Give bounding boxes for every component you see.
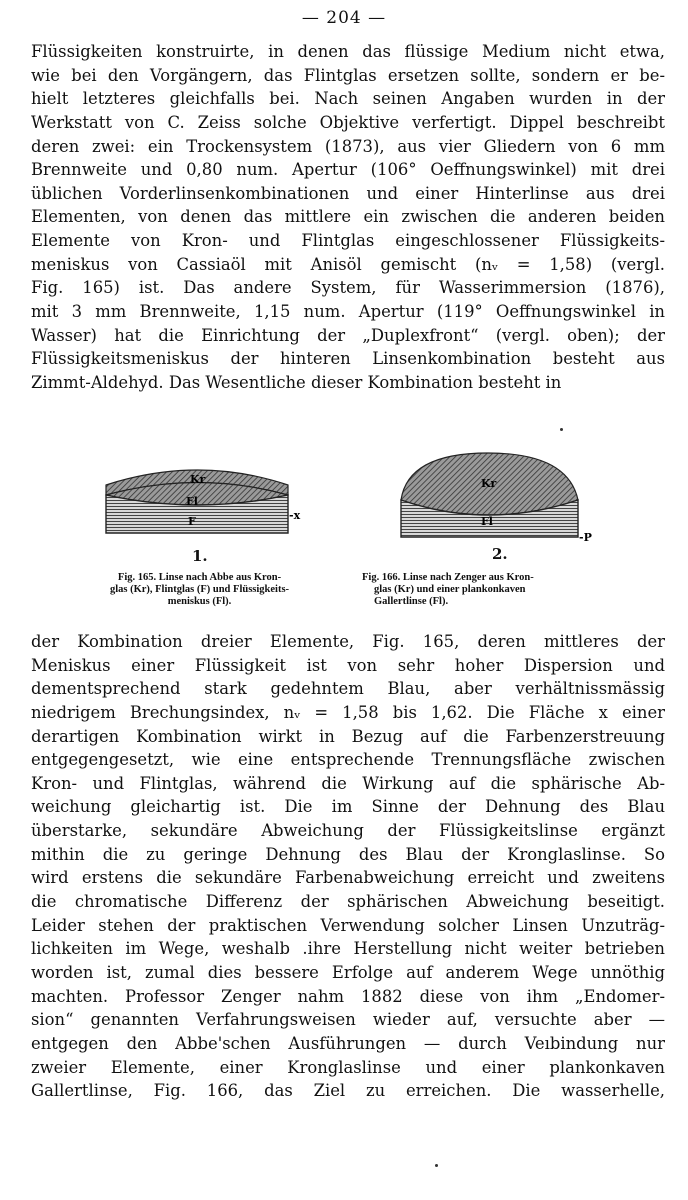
label-p: -P	[579, 531, 592, 544]
figure-165	[98, 455, 318, 580]
caption-line: glas (Kr) und einer plankonkaven	[374, 584, 526, 595]
paragraph-1-line: Zimmt-Aldehyd. Das Wesentliche dieser Kombination besteht in	[31, 372, 562, 392]
paragraph-2-line: entgegengesetzt, wie eine entsprechende Trennungsfläche zwischen	[31, 750, 665, 770]
paragraph-2-line: Meniskus einer Flüssigkeit ist von sehr hoher Dispersion und	[31, 655, 665, 675]
label-fl: Fl	[186, 495, 198, 508]
paragraph-2-line: niedrigem Brechungsindex, nᵥ = 1,58 bis 1,62. Die Fläche x einer	[31, 702, 665, 722]
paragraph-1-line: meniskus von Cassiaöl mit Anisöl gemischt (nᵥ = 1,58) (vergl.	[31, 254, 665, 274]
paragraph-2-line: derartigen Kombination wirkt in Bezug auf die Farbenzerstreuung	[31, 726, 665, 746]
paragraph-2-line: worden ist, zumal dies bessere Erfolge auf anderem Wege unnöthig	[31, 962, 665, 982]
figure-166-caption	[362, 572, 652, 608]
paragraph-2-line: dementsprechend stark gedehntem Blau, aber verhältnissmässig	[31, 679, 665, 699]
print-speck	[435, 1164, 438, 1167]
caption-line: glas (Kr), Flintglas (F) und Flüssigkeits-	[109, 584, 290, 595]
paragraph-2-line: der Kombination dreier Elemente, Fig. 165, deren mittleres der	[31, 632, 665, 651]
paragraph-1-line: üblichen Vorderlinsenkombinationen und einer Hinterlinse aus drei	[31, 183, 665, 203]
paragraph-1-line: deren zwei: ein Trockensystem (1873), aus vier Gliedern von 6 mm	[31, 136, 665, 156]
caption-line: meniskus (Fl).	[167, 596, 232, 607]
paragraph-2-line: lichkeiten im Wege, weshalb .ihre Herstellung nicht weiter betrieben	[31, 939, 665, 959]
label-x: -x	[289, 509, 301, 522]
caption-line: Gallertlinse (Fl).	[374, 596, 449, 607]
label-kr: Kr	[481, 477, 497, 490]
label-f: F	[188, 515, 196, 528]
paragraph-2-line: zweier Elemente, einer Kronglaslinse und einer plankonkaven	[31, 1057, 665, 1077]
paragraph-1-line: Brennweite und 0,80 num. Apertur (106° Oeffnungswinkel) mit drei	[31, 160, 665, 180]
figure-165-drawing	[98, 455, 318, 547]
label-fl: Fl	[481, 515, 493, 528]
label-kr: Kr	[190, 473, 206, 486]
paragraph-2-line: Kron- und Flintglas, während die Wirkung auf die sphärische Ab-	[31, 773, 665, 793]
figure-165-caption	[62, 572, 337, 608]
paragraph-1-line: wie bei den Vorgängern, das Flintglas ersetzen sollte, sondern er be-	[31, 65, 665, 85]
paragraph-2-line: wird erstens die sekundäre Farbenabweichung erreicht und zweitens	[31, 868, 665, 888]
figure-166-number: 2.	[492, 545, 508, 563]
paragraph-1-line: Flüssigkeiten konstruirte, in denen das flüssige Medium nicht etwa,	[31, 42, 665, 61]
paragraph-1-line: hielt letzteres gleichfalls bei. Nach seinen Angaben wurden in der	[31, 89, 665, 109]
figure-166	[393, 445, 608, 570]
paragraph-2-line: sion“ genannten Verfahrungsweisen wieder auf, versuchte aber —	[31, 1010, 665, 1030]
paragraph-2-line: machten. Professor Zenger nahm 1882 diese von ihm „Endomer-	[31, 986, 665, 1006]
paragraph-1-line: mit 3 mm Brennweite, 1,15 num. Apertur (119° Oeffnungswinkel in	[31, 302, 665, 322]
figure-165-number: 1.	[192, 547, 208, 565]
paragraph-2	[31, 630, 665, 1103]
caption-line: Fig. 165. Linse nach Abbe aus Kron-	[117, 572, 282, 583]
paragraph-2-line: überstarke, sekundäre Abweichung der Flüssigkeitslinse ergänzt	[31, 821, 665, 841]
paragraph-1-line: Elementen, von denen das mittlere ein zwischen die anderen beiden	[31, 207, 665, 227]
paragraph-2-line: entgegen den Abbe'schen Ausführungen — durch Veıbindung nur	[31, 1033, 665, 1053]
paragraph-1-line: Werkstatt von C. Zeiss solche Objektive verfertigt. Dippel beschreibt	[31, 112, 665, 132]
print-speck	[560, 428, 563, 431]
paragraph-1-line: Fig. 165) ist. Das andere System, für Wasserimmersion (1876),	[31, 278, 665, 298]
paragraph-1	[31, 40, 665, 395]
paragraph-2-line: Leider stehen der praktischen Verwendung solcher Linsen Unzuträg-	[31, 915, 665, 935]
caption-line: Fig. 166. Linse nach Zenger aus Kron-	[362, 572, 534, 583]
paragraph-2-line: Gallertlinse, Fig. 166, das Ziel zu erreichen. Die wasserhelle,	[31, 1081, 665, 1101]
paragraph-1-line: Elemente von Kron- und Flintglas eingeschlossener Flüssigkeits-	[31, 231, 665, 251]
paragraph-1-line: Flüssigkeitsmeniskus der hinteren Linsenkombination besteht aus	[31, 349, 665, 369]
paragraph-1-line: Wasser) hat die Einrichtung der „Duplexfront“ (vergl. oben); der	[31, 325, 665, 345]
page-number: — 204 —	[301, 8, 387, 28]
paragraph-2-line: die chromatische Differenz der sphärischen Abweichung beseitigt.	[31, 892, 665, 912]
paragraph-2-line: weichung gleichartig ist. Die im Sinne der Dehnung des Blau	[31, 797, 665, 817]
figure-166-drawing	[393, 445, 608, 545]
paragraph-2-line: mithin die zu geringe Dehnung des Blau der Kronglaslinse. So	[31, 844, 665, 864]
